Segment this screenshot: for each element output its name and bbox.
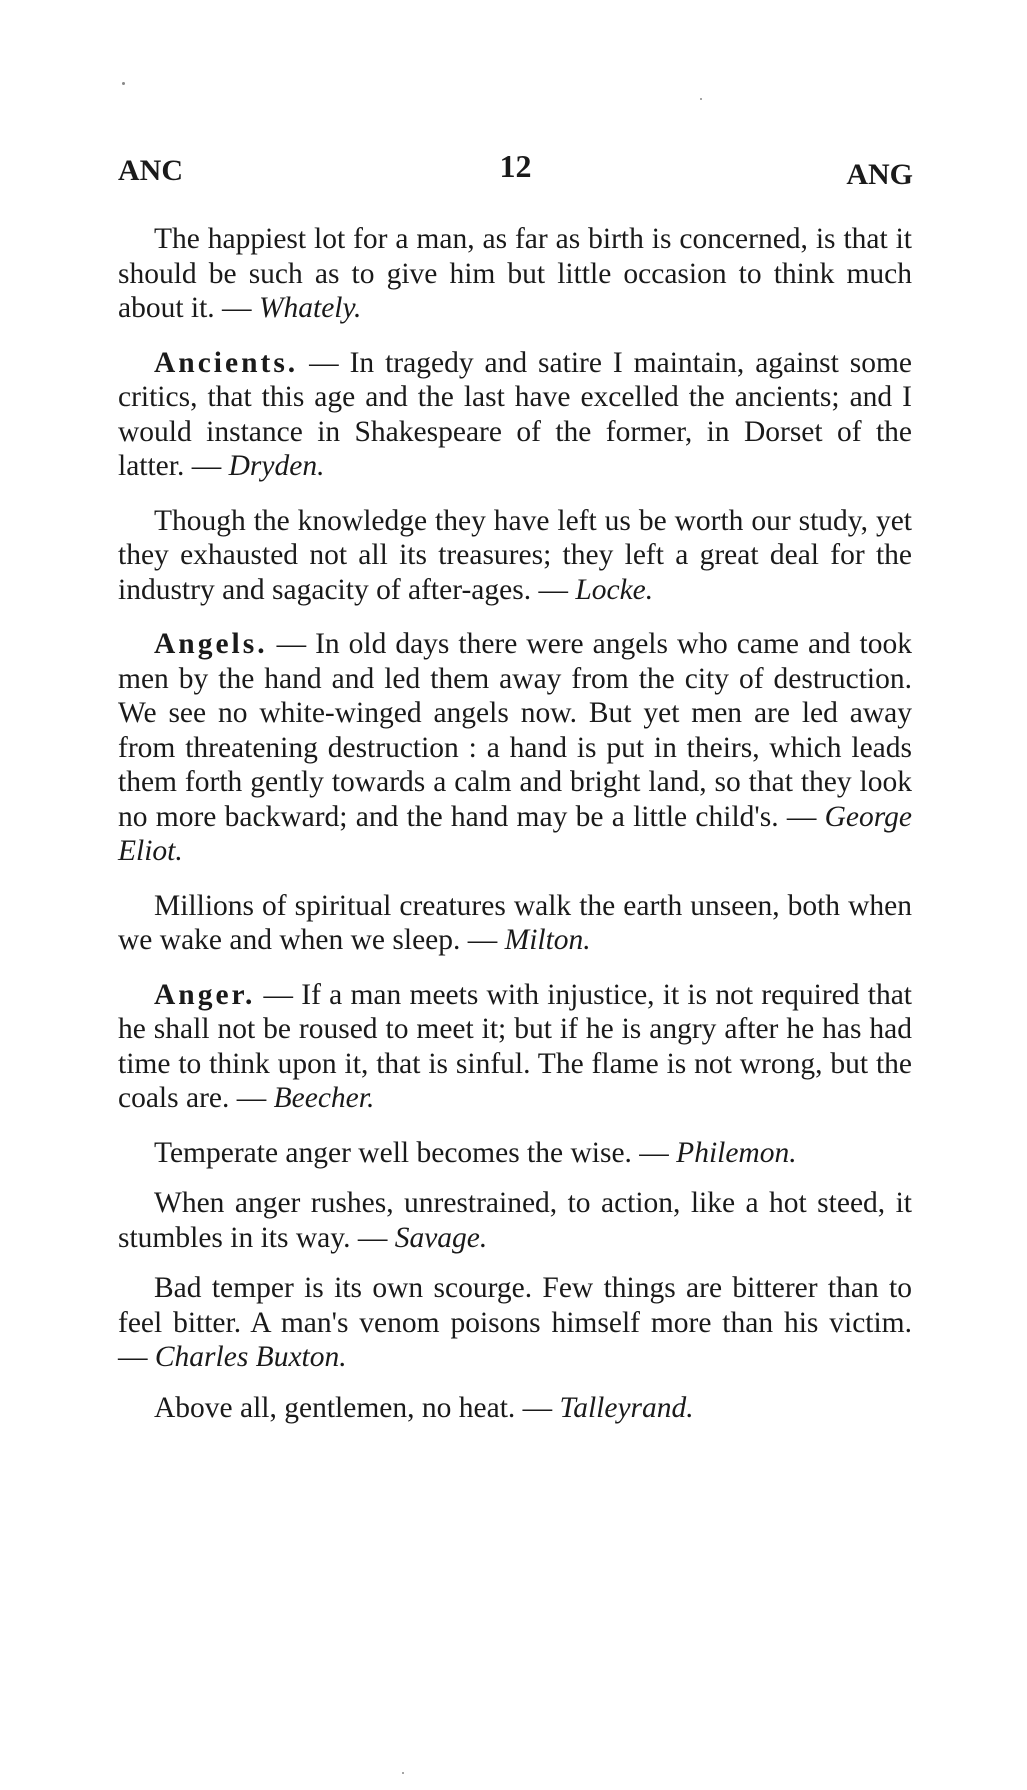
header-right-guide-word: ANG [846, 158, 913, 191]
header-left-guide-word: ANC [118, 154, 183, 187]
quotation-text: Though the knowledge they have left us be worth our study, yet they exhausted not all its treasures; they left a great deal for the industry and sagacity of after-ages. — [118, 504, 912, 606]
quotation-text: — In old days there were angels who came and took men by the hand and led them away from the city of destruction. We see no white-winged angels now. But yet men are led away from threatening destruction : a hand is put in theirs, which leads them forth gently towards a calm and bright land, so that they look no more backward; and the hand may be a little child's. — [118, 628, 912, 833]
quotation-text: — If a man meets with injustice, it is not required that he shall not be roused to meet it; but if he is angry after he has had time to think upon it, that is sinful. The flame is not wrong, but the coals are. — [118, 978, 912, 1114]
quotation-body [118, 222, 912, 1445]
topic-heading: Anger. [154, 978, 256, 1011]
quotation-author: Locke. [575, 573, 654, 606]
quotation-paragraph [118, 346, 912, 484]
topic-heading: Ancients. [154, 346, 299, 379]
quotation-author: Charles Buxton. [154, 1341, 347, 1373]
quotation-author: Milton. [504, 924, 591, 956]
quotation-author: Dryden. [228, 450, 325, 482]
quotation-paragraph [118, 1136, 912, 1171]
quotation-paragraph [118, 504, 912, 608]
quotation-paragraph [118, 889, 912, 958]
quotation-paragraph [118, 1391, 912, 1426]
ink-speck [700, 98, 702, 100]
quotation-text: Temperate anger well becomes the wise. — [154, 1136, 677, 1169]
quotation-paragraph [118, 222, 912, 326]
quotation-text: Millions of spiritual creatures walk the earth unseen, both when we wake and when we sleep. — [118, 889, 912, 956]
quotation-text: — In tragedy and satire I maintain, against some critics, that this age and the last have excelled the ancients; and I would instance in Shakespeare of the former, in Dorset of the latter. — [118, 346, 912, 482]
quotation-author: Whately. [258, 292, 362, 324]
quotation-author: Savage. [394, 1221, 488, 1254]
quotation-text: Bad temper is its own scourge. Few things are bitterer than to feel bitter. A man's venom poisons himself more than his victim. — [118, 1272, 912, 1373]
quotation-author: George Eliot. [118, 800, 912, 867]
ink-speck [402, 1772, 404, 1774]
topic-heading: Angels. [154, 628, 268, 660]
quotation-text: When anger rushes, unrestrained, to action, like a hot steed, it stumbles in its way. — [118, 1187, 912, 1254]
quotation-paragraph [118, 978, 912, 1116]
running-header [118, 148, 913, 191]
quotation-author: Talleyrand. [559, 1391, 694, 1424]
quotation-paragraph [118, 1271, 912, 1375]
quotation-paragraph [118, 1186, 912, 1255]
quotation-paragraph [118, 627, 912, 869]
quotation-text: Above all, gentlemen, no heat. — [154, 1391, 560, 1424]
quotation-author: Beecher. [273, 1082, 375, 1114]
page-number: 12 [499, 148, 532, 184]
quotation-text: The happiest lot for a man, as far as birth is concerned, is that it should be such as to give him but little occasion to think much about it. — [118, 223, 912, 324]
ink-speck [122, 82, 125, 85]
quotation-author: Philemon. [676, 1136, 797, 1169]
